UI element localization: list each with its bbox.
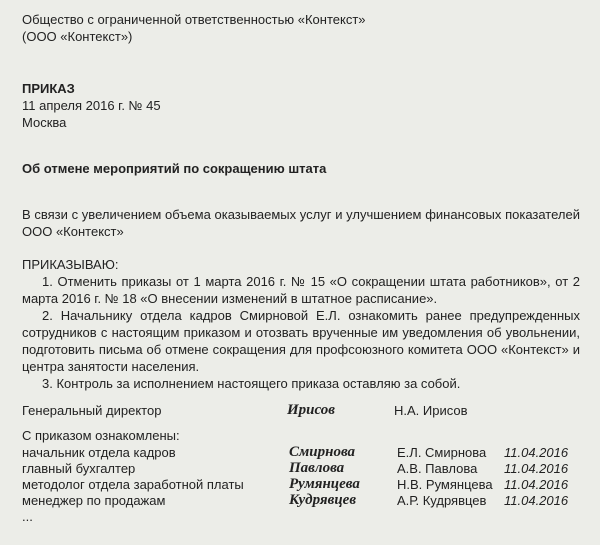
- employee-name: Н.В. Румянцева: [397, 477, 493, 492]
- acquaintance-date: 11.04.2016: [504, 461, 569, 476]
- acquaintance-row: [22, 476, 582, 493]
- acquaintance-row: [22, 444, 582, 461]
- order-item-2: 2. Начальнику отдела кадров Смирновой Е.Л. ознакомить ранее предупрежденных сотрудников с настоящим приказом и отозвать врученные им уведомления об увольнении, подготовить письма об отмене сокращения для профсоюзного комитета ООО «Контекст» и центра занятости населения.: [22, 308, 580, 374]
- employee-name: Е.Л. Смирнова: [397, 445, 487, 460]
- director-signature-row: [22, 402, 582, 419]
- organization-short-name: (ООО «Контекст»): [22, 29, 133, 44]
- acquaintance-date: 11.04.2016: [504, 493, 569, 508]
- document-date-number: 11 апреля 2016 г. № 45: [22, 98, 161, 113]
- document-city: Москва: [22, 115, 67, 130]
- employee-signature: Смирнова: [289, 444, 356, 460]
- document-preamble: В связи с увеличением объема оказываемых услуг и улучшением финансовых показателей ООО «Контекст»: [22, 207, 580, 239]
- director-name: Н.А. Ирисов: [394, 403, 468, 418]
- employee-position: менеджер по продажам: [22, 493, 166, 508]
- acquaintance-heading: С приказом ознакомлены:: [22, 428, 180, 443]
- order-items: [22, 273, 580, 392]
- organization-full-name: Общество с ограниченной ответственностью «Контекст»: [22, 12, 366, 27]
- document-subject: Об отмене мероприятий по сокращению штата: [22, 161, 327, 176]
- employee-signature: Румянцева: [289, 476, 360, 492]
- order-item-1: 1. Отменить приказы от 1 марта 2016 г. № 15 «О сокращении штата работников», от 2 марта 2016 г. № 18 «О внесении изменений в штатное расписание».: [22, 274, 580, 306]
- employee-position: методолог отдела заработной платы: [22, 477, 244, 492]
- acquaintance-row: [22, 460, 582, 477]
- acquaintance-date: 11.04.2016: [504, 445, 569, 460]
- list-ellipsis: ...: [22, 509, 33, 524]
- employee-signature: Кудрявцев: [289, 492, 357, 508]
- employee-position: главный бухгалтер: [22, 461, 136, 476]
- acquaintance-date: 11.04.2016: [504, 477, 569, 492]
- order-item-3: 3. Контроль за исполнением настоящего приказа оставляю за собой.: [42, 376, 461, 391]
- acquaintance-row: [22, 492, 582, 509]
- employee-signature: Павлова: [289, 460, 345, 476]
- employee-name: А.В. Павлова: [397, 461, 478, 476]
- director-signature: Ирисов: [287, 402, 335, 418]
- employee-position: начальник отдела кадров: [22, 445, 176, 460]
- order-word: ПРИКАЗЫВАЮ:: [22, 257, 119, 272]
- document-type: ПРИКАЗ: [22, 81, 75, 96]
- employee-name: А.Р. Кудрявцев: [397, 493, 487, 508]
- director-position: Генеральный директор: [22, 403, 162, 418]
